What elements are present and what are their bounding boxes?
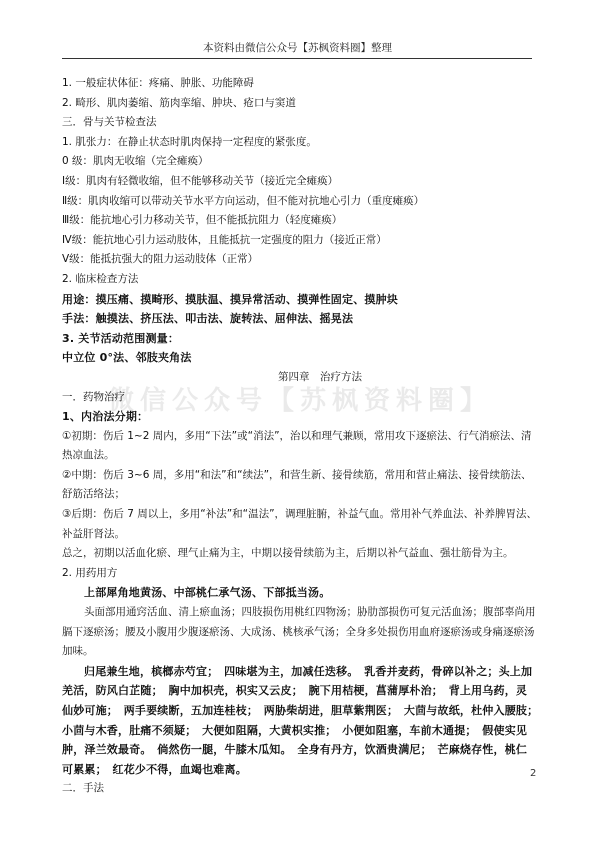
region-prescription-line: 上部犀角地黄汤、中部桃仁承气汤、下部抵当汤。	[84, 586, 331, 600]
grade-4: Ⅳ级：能抗地心引力运动肢体，且能抵抗一定强度的阻力（接近正常）	[62, 233, 387, 246]
grade-5: Ⅴ级：能抵抗强大的阻力运动肢体（正常）	[62, 253, 259, 266]
usage-line: 用途：摸压痛、摸畸形、摸肤温、摸异常活动、摸弹性固定、摸肿块	[62, 292, 398, 306]
grade-1: Ⅰ级：肌肉有轻微收缩，但不能够移动关节（接近完全瘫痪）	[62, 174, 339, 187]
grade-3: Ⅲ级：能抗地心引力移动关节，但不能抵抗阻力（轻度瘫痪）	[62, 214, 343, 227]
symptom-line: 1. 一般症状体征：疼痛、肿胀、功能障碍	[62, 77, 254, 89]
internal-staging-heading: 1、内治法分期：	[62, 410, 149, 424]
middle-stage-paragraph: ②中期：伤后 3~6 周，多用“和法”和“续法”，和营生新、接骨续筋，常用和营止痛法、接骨续筋法、舒筋活络法；	[62, 468, 532, 501]
technique-line: 手法：触摸法、挤压法、叩击法、旋转法、屈伸法、摇晃法	[62, 312, 354, 326]
deformity-line: 2. 畸形、肌肉萎缩、筋肉挛缩、肿块、疮口与窦道	[62, 96, 296, 109]
formula-verse-paragraph: 归尾兼生地，槟榔赤芍宜； 四味堪为主，加减任迭移。 乳香并麦药，骨碎以补之；头上加羌活，防风白芷随； 胸中加枳壳，枳实又云皮； 腕下用桔梗，菖蒲厚朴治； 背上用乌药，灵仙妙可施； 两手要续断，五加连桂枝； 两胁柴胡进，胆草紫荆医； 大茴与故纸，杜仲入腰肢； 小茴与木香，肚痛不须疑； 大便如阻隔，大黄枳实推； 小便如阻塞，车前木通提； 假使实见肿，泽兰效最奇。 倘然伤一腿，牛膝木瓜知。 全身有丹方，饮酒贵满尼； 芒麻烧存性，桃仁可累累； 红花少不得，血竭也难离。	[62, 664, 544, 776]
document-body	[62, 74, 544, 799]
manipulation-heading: 二．手法	[62, 782, 104, 795]
summary-paragraph: 总之，初期以活血化瘀、理气止痛为主，中期以接骨续筋为主，后期以补气益血、强壮筋骨为主。	[62, 547, 514, 560]
prescription-heading: 2. 用药用方	[62, 566, 118, 579]
section-heading: 三．骨与关节检查法	[62, 116, 157, 129]
header-rule	[62, 58, 532, 59]
muscle-tone-line: 1. 肌张力：在静止状态时肌肉保持一定程度的紧张度。	[62, 135, 317, 148]
chapter-title: 第四章 治疗方法	[278, 370, 362, 383]
drug-therapy-heading: 一．药物治疗	[62, 390, 125, 403]
grade-0: 0 级：肌肉无收缩（完全瘫痪）	[62, 155, 209, 168]
late-stage-paragraph: ③后期：伤后 7 周以上，多用“补法”和“温法”，调理脏腑，补益气血。常用补气养血法、补养脾胃法、补益肝肾法。	[62, 508, 538, 540]
region-detail-paragraph: 头面部用通窍活血、清上瘀血汤；四肢损伤用桃红四物汤；胁肋部损伤可复元活血汤；腹部辜尚用膈下逐瘀汤；腰及小腹用少腹逐瘀汤、大成汤、桃核承气汤；全身多处损伤用血府逐瘀汤或身痛逐瘀汤加味。	[62, 606, 536, 658]
page-number: 2	[530, 768, 537, 779]
clinical-method-heading: 2. 临床检查方法	[62, 272, 139, 285]
early-stage-paragraph: ①初期：伤后 1~2 周内，多用“下法”或“消法”，治以和理气兼顾，常用攻下逐瘀法、行气消瘀法、清热凉血法。	[62, 429, 532, 462]
neutral-position-line: 中立位 0°法、邻肢夹角法	[62, 351, 192, 365]
joint-range-heading: 3. 关节活动范围测量：	[62, 331, 180, 345]
watermark: 微信公众号【苏枫资料圈】	[107, 386, 492, 416]
grade-2: Ⅱ级：肌肉收缩可以带动关节水平方向运动，但不能对抗地心引力（重度瘫痪）	[62, 194, 425, 207]
page-header: 本资料由微信公众号【苏枫资料圈】整理	[203, 42, 392, 54]
